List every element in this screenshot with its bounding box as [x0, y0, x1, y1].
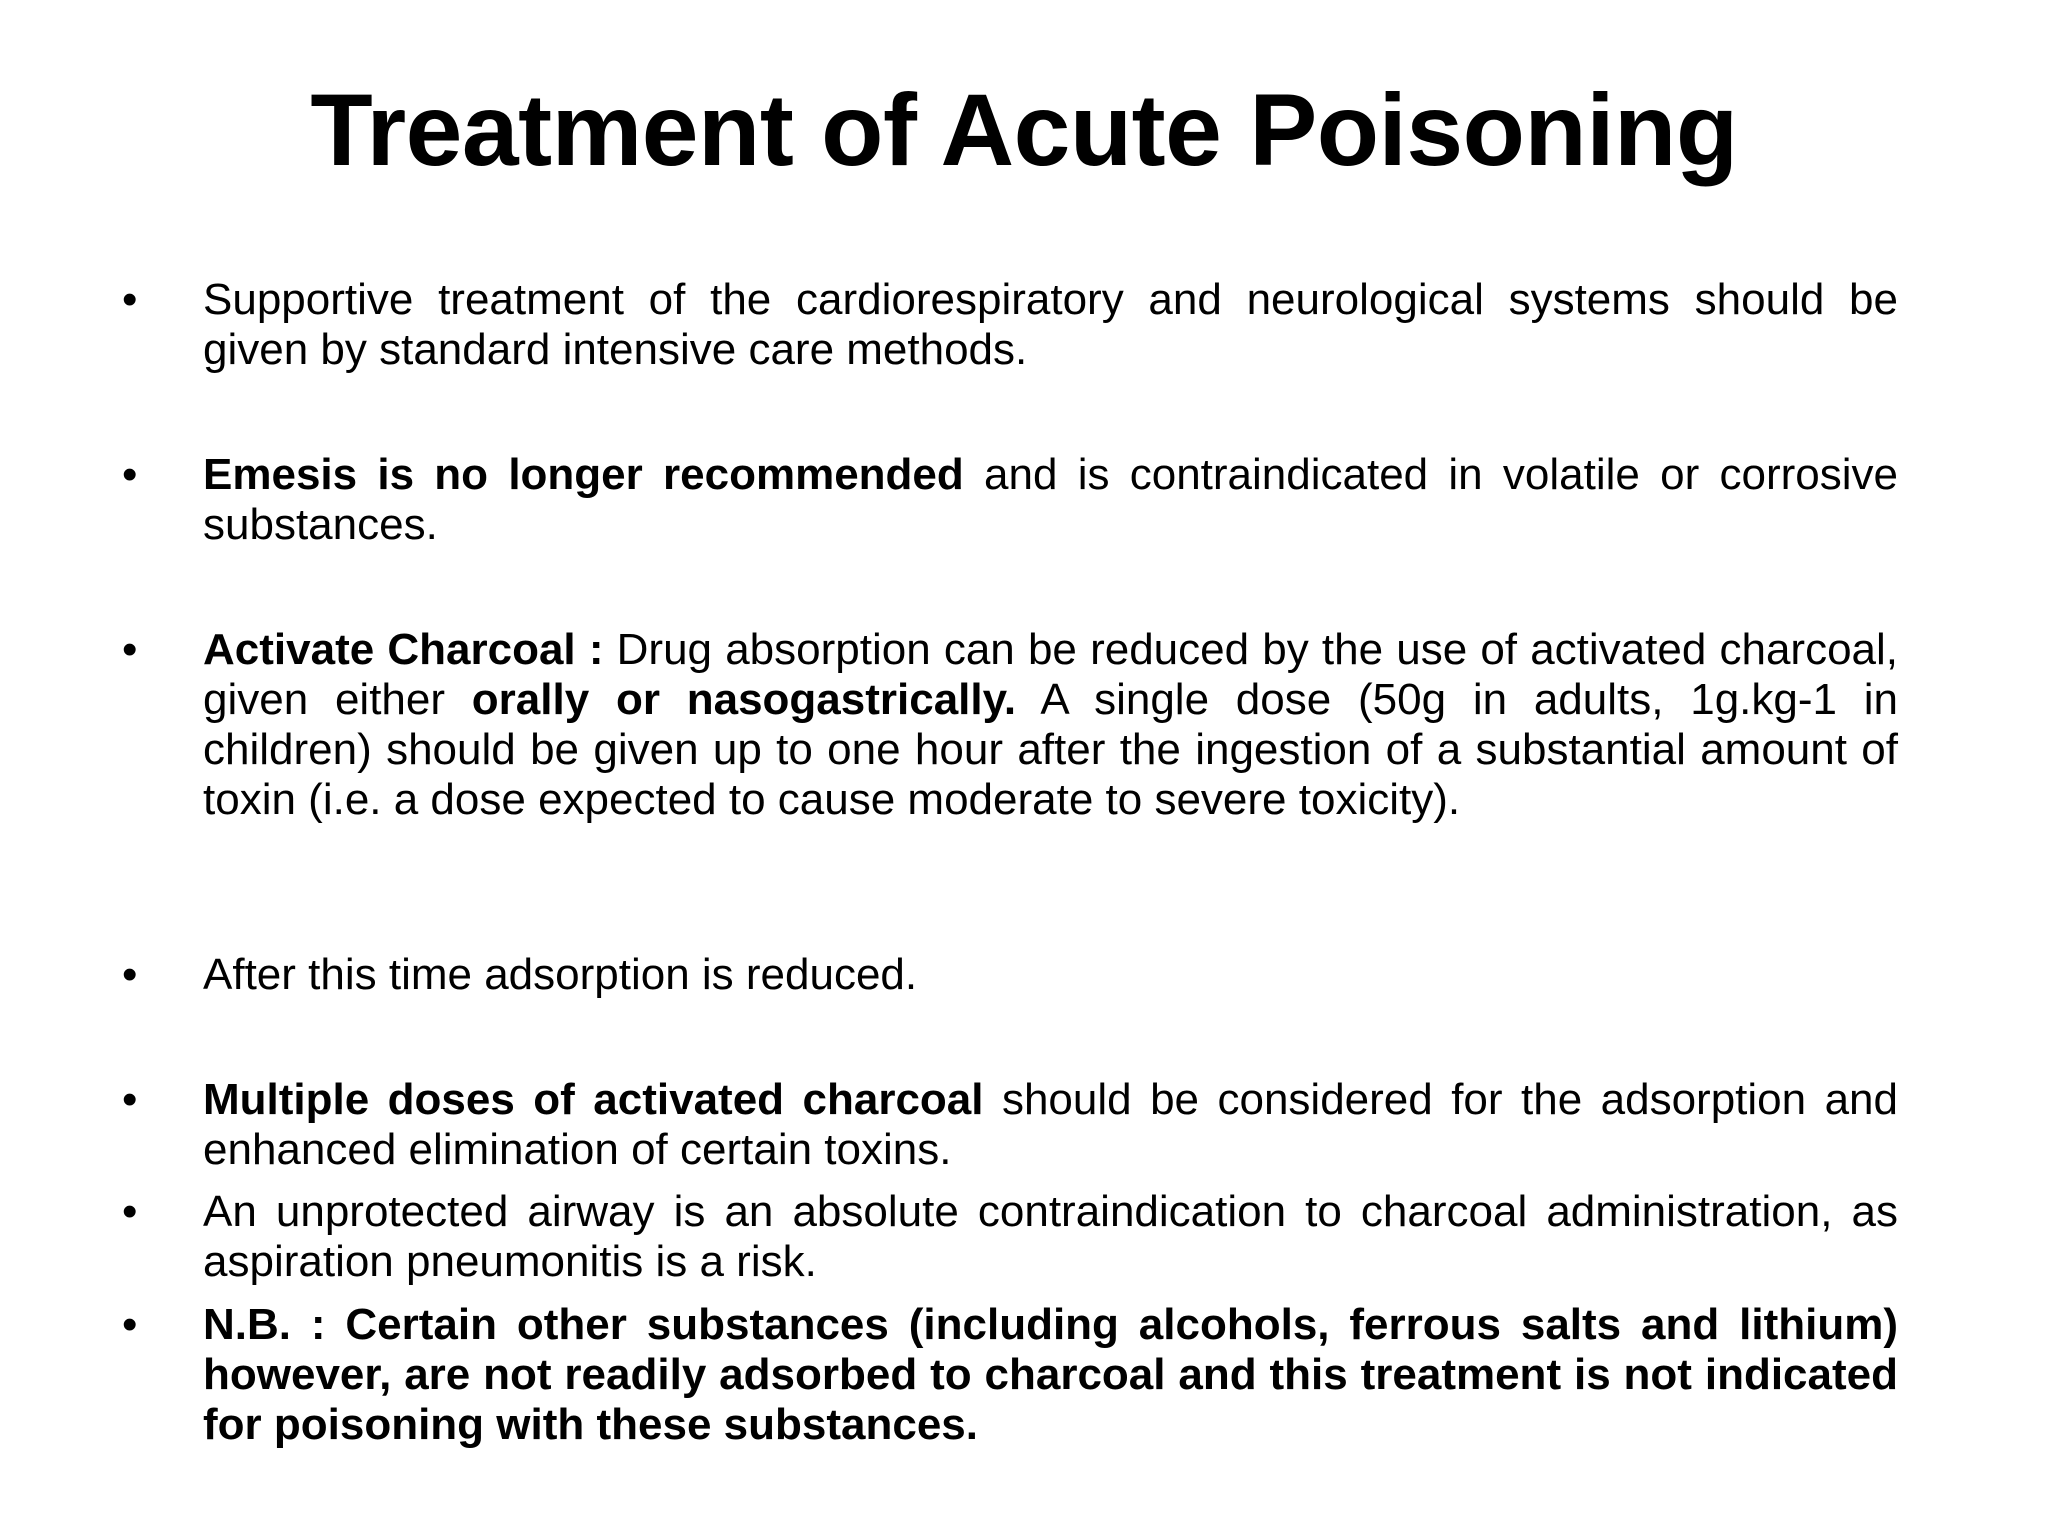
- bullet-icon: •: [122, 275, 138, 324]
- bullet-icon: •: [122, 450, 138, 499]
- text-segment: After this time adsorption is reduced.: [203, 950, 918, 999]
- bullet-icon: •: [122, 1075, 138, 1124]
- bullet-text: [203, 950, 1898, 1000]
- bullet-text: [203, 1075, 1898, 1175]
- text-segment-bold: Activate Charcoal :: [203, 625, 604, 674]
- bullet-icon: •: [122, 625, 138, 674]
- bullet-icon: •: [122, 1300, 138, 1349]
- bullet-text: [203, 1187, 1898, 1287]
- text-segment: and is contraindicated in volatile or corrosive substances.: [203, 450, 1898, 549]
- text-segment: Supportive treatment of the cardiorespiratory and neurological systems should be given by standard intensive care methods.: [203, 275, 1898, 374]
- text-segment: should be considered for the adsorption and enhanced elimination of certain toxins.: [203, 1075, 1898, 1174]
- bullet-text: [203, 625, 1898, 825]
- slide-title: Treatment of Acute Poisoning: [310, 73, 1738, 187]
- bullet-icon: •: [122, 950, 138, 999]
- text-segment: An unprotected airway is an absolute contraindication to charcoal administration, as aspiration pneumonitis is a risk.: [203, 1187, 1898, 1286]
- text-segment-bold: Multiple doses of activated charcoal: [203, 1075, 984, 1124]
- bullet-text: [203, 1300, 1898, 1450]
- text-segment-bold: Emesis is no longer recommended: [203, 450, 964, 499]
- bullet-text: [203, 275, 1898, 375]
- bullet-icon: •: [122, 1187, 138, 1236]
- text-segment-bold: N.B. : Certain other substances (including alcohols, ferrous salts and lithium) however, are not readily adsorbed to charcoal and this treatment is not indicated for poisoning with these substances.: [203, 1300, 1898, 1449]
- text-segment: A single dose (50g in adults, 1g.kg-1 in children) should be given up to one hour after the ingestion of a substantial amount of toxin (i.e. a dose expected to cause moderate to severe toxicity).: [203, 675, 1899, 824]
- bullet-text: [203, 450, 1898, 550]
- text-segment: Drug absorption can be reduced by the use of activated charcoal, given either: [203, 625, 1899, 724]
- text-segment-bold: orally or nasogastrically.: [471, 675, 1017, 724]
